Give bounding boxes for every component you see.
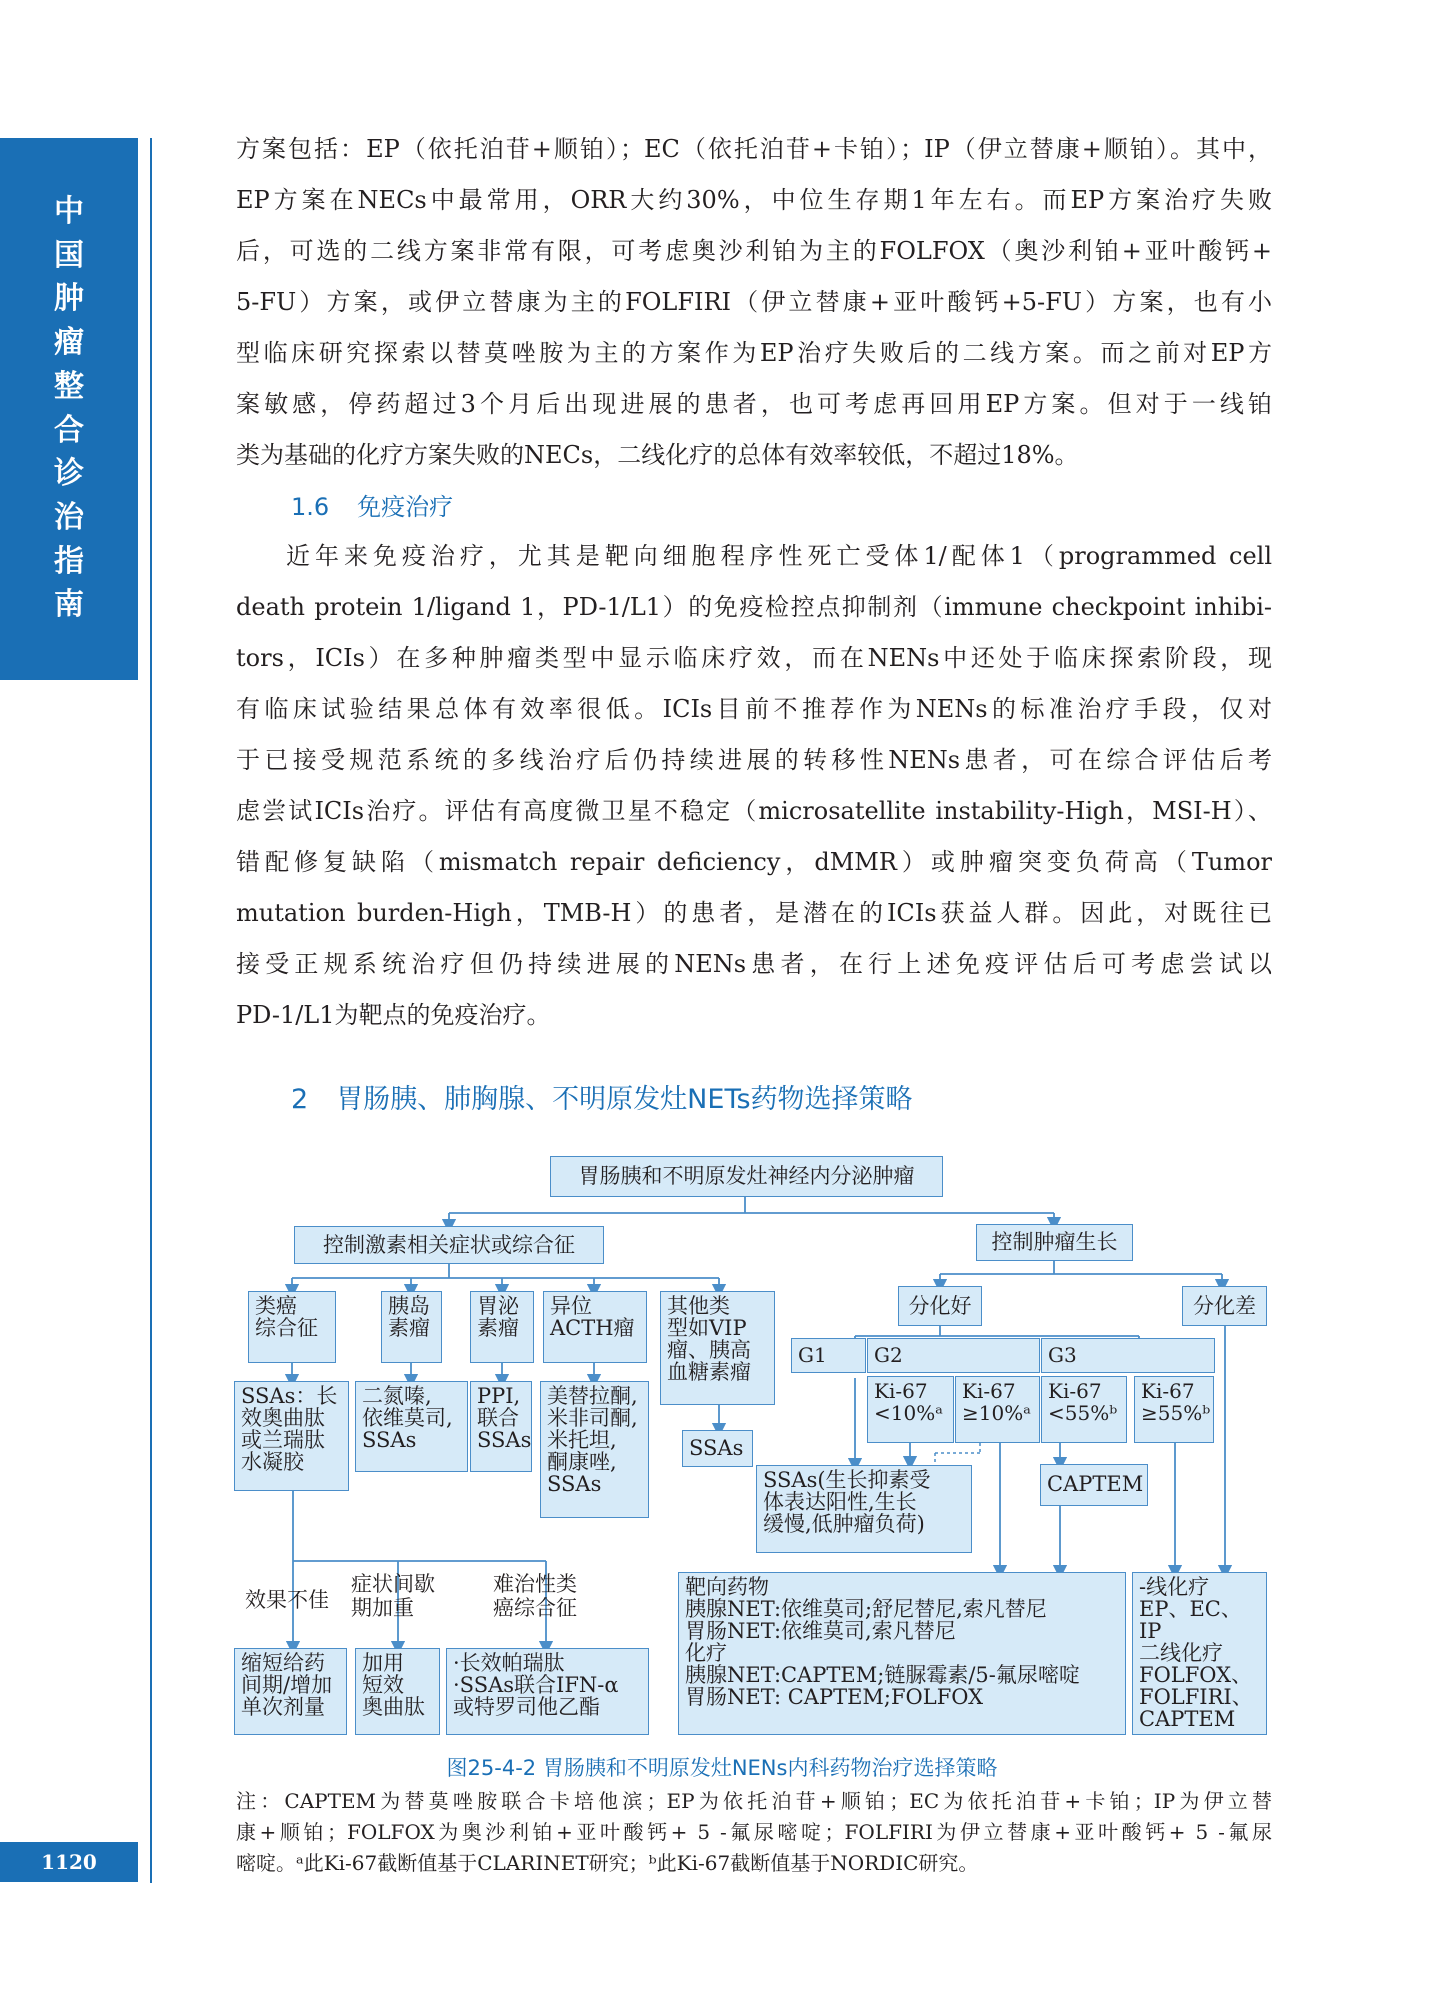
poor-diff-chemo-node: -线化疗 EP、EC、IP 二线化疗 FOLFOX、 FOLFIRI、 CAPTEM: [1132, 1572, 1267, 1735]
well-differentiated-node: 分化好: [898, 1286, 982, 1326]
other-types-node: 其他类 型如VIP 瘤、胰高 血糖素瘤: [660, 1291, 775, 1405]
text-line: 案敏感，停药超过3个月后出现进展的患者，也可考虑再回用EP方案。但对于一线铂: [236, 390, 1272, 418]
text-line: 接受正规系统治疗但仍持续进展的NENs患者，在行上述免疫评估后可考虑尝试以: [236, 950, 1272, 978]
text-line: 后，可选的二线方案非常有限，可考虑奥沙利铂为主的FOLFOX（奥沙利铂+亚叶酸钙+: [236, 237, 1272, 265]
ki67-g2-low-node: Ki-67 <10%ᵃ: [867, 1376, 954, 1443]
add-short-acting-node: 加用 短效 奥曲肽: [355, 1648, 440, 1735]
gastrinoma-node: 胃泌 素瘤: [470, 1291, 534, 1363]
section-title: 胃肠胰、肺胸腺、不明原发灶NETs药物选择策略: [336, 1084, 913, 1115]
note-line: 嘧啶。ᵃ此Ki-67截断值基于CLARINET研究；ᵇ此Ki-67截断值基于NORDIC研究。: [236, 1851, 979, 1875]
text-line: 虑尝试ICIs治疗。评估有高度微卫星不稳定（microsatellite instability-High，MSI-H）、: [236, 797, 1272, 825]
poor-response-label: 效果不佳: [245, 1588, 329, 1612]
text-line: death protein 1/ligand 1，PD-1/L1）的免疫检控点抑制剂（immune checkpoint inhibi-: [236, 593, 1272, 621]
side-tab-title: 中 国 肿 瘤 整 合 诊 治 指 南: [54, 194, 84, 623]
intermittent-label: 症状间歇 期加重: [351, 1572, 435, 1620]
text-line: 5-FU）方案，或伊立替康为主的FOLFIRI（伊立替康+亚叶酸钙+5-FU）方案，也有小: [236, 288, 1272, 316]
ectopic-acth-node: 异位 ACTH瘤: [543, 1291, 647, 1363]
gastrinoma-treatment-node: PPI, 联合 SSAs: [470, 1381, 532, 1472]
note-line: 康+顺铂；FOLFOX为奥沙利铂+亚叶酸钙+ 5 -氟尿嘧啶；FOLFIRI为伊立替康+亚叶酸钙+ 5 -氟尿: [236, 1820, 1272, 1844]
figure-note: [236, 1786, 1272, 1879]
poorly-differentiated-node: 分化差: [1182, 1286, 1267, 1326]
growth-ssa-node: SSAs(生长抑素受 体表达阳性,生长 缓慢,低肿瘤负荷): [756, 1465, 972, 1553]
others-ssa-node: SSAs: [682, 1430, 753, 1467]
section-heading-1-6: [291, 487, 453, 522]
text-line: 于已接受规范系统的多线治疗后仍持续进展的转移性NENs患者，可在综合评估后考: [236, 746, 1272, 774]
insulinoma-node: 胰岛 素瘤: [381, 1291, 442, 1363]
text-line: 型临床研究探索以替莫唑胺为主的方案作为EP治疗失败后的二线方案。而之前对EP方: [236, 339, 1272, 367]
captem-node: CAPTEM: [1040, 1464, 1148, 1506]
text-line: tors，ICIs）在多种肿瘤类型中显示临床疗效，而在NENs中还处于临床探索阶段，现: [236, 644, 1272, 672]
text-line: EP方案在NECs中最常用，ORR大约30%，中位生存期1年左右。而EP方案治疗失败: [236, 186, 1272, 214]
section-number: 2: [291, 1084, 309, 1115]
page-number: 1120: [0, 1842, 138, 1882]
section-title: 免疫治疗: [357, 493, 454, 521]
acth-treatment-node: 美替拉酮, 米非司酮, 米托坦, 酮康唑, SSAs: [540, 1381, 649, 1518]
grade-g2-node: G2: [867, 1338, 1040, 1373]
text-line: PD-1/L1为靶点的免疫治疗。: [236, 1001, 551, 1029]
ki67-g3-low-node: Ki-67 <55%ᵇ: [1041, 1376, 1127, 1443]
control-hormone-node: 控制激素相关症状或综合征: [294, 1226, 604, 1264]
section-number: 1.6: [291, 493, 330, 521]
immuno-paragraph: [236, 531, 1272, 1041]
margin-rule: [150, 138, 152, 1883]
insulinoma-treatment-node: 二氮嗪, 依维莫司, SSAs: [355, 1381, 468, 1472]
grade-g1-node: G1: [791, 1338, 866, 1373]
control-tumor-node: 控制肿瘤生长: [976, 1224, 1133, 1261]
carcinoid-syndrome-node: 类癌 综合征: [248, 1291, 336, 1363]
intro-paragraph: [236, 124, 1272, 481]
shorten-interval-node: 缩短给药 间期/增加 单次剂量: [234, 1648, 347, 1735]
text-line: 错配修复缺陷（mismatch repair deficiency，dMMR）或肿瘤突变负荷高（Tumor: [236, 848, 1272, 876]
grade-g3-node: G3: [1041, 1338, 1215, 1373]
text-line: mutation burden-High，TMB-H）的患者，是潜在的ICIs获益人群。因此，对既往已: [236, 899, 1272, 927]
root-node: 胃肠胰和不明原发灶神经内分泌肿瘤: [550, 1156, 943, 1197]
note-line: 注：CAPTEM为替莫唑胺联合卡培他滨；EP为依托泊苷+顺铂；EC为依托泊苷+卡铂；IP为伊立替: [236, 1789, 1272, 1813]
text-line: 方案包括：EP（依托泊苷+顺铂）；EC（依托泊苷+卡铂）；IP（伊立替康+顺铂）。其中，: [236, 135, 1272, 163]
text-line: 近年来免疫治疗，尤其是靶向细胞程序性死亡受体1/配体1（programmed cell: [286, 542, 1272, 570]
figure-caption: 图25-4-2 胃肠胰和不明原发灶NENs内科药物治疗选择策略: [446, 1756, 998, 1780]
ki67-g2-high-node: Ki-67 ≥10%ᵃ: [955, 1376, 1040, 1443]
ki67-g3-high-node: Ki-67 ≥55%ᵇ: [1134, 1376, 1214, 1443]
text-line: 有临床试验结果总体有效率很低。ICIs目前不推荐作为NENs的标准治疗手段，仅对: [236, 695, 1272, 723]
text-line: 类为基础的化疗方案失败的NECs，二线化疗的总体有效率较低，不超过18%。: [236, 441, 1079, 469]
refractory-treatment-node: ·长效帕瑞肽 ·SSAs联合IFN-α 或特罗司他乙酯: [446, 1648, 649, 1735]
refractory-label: 难治性类 癌综合征: [493, 1572, 577, 1620]
carcinoid-ssa-node: SSAs：长 效奥曲肽 或兰瑞肽 水凝胶: [234, 1381, 349, 1491]
targeted-chemo-node: 靶向药物 胰腺NET:依维莫司;舒尼替尼,索凡替尼 胃肠NET:依维莫司,索凡替尼 化疗 胰腺NET:CAPTEM;链脲霉素/5-氟尿嘧啶 胃肠NET: CAPTEM;FOLFOX: [678, 1572, 1126, 1735]
section-heading-2: [291, 1077, 913, 1116]
